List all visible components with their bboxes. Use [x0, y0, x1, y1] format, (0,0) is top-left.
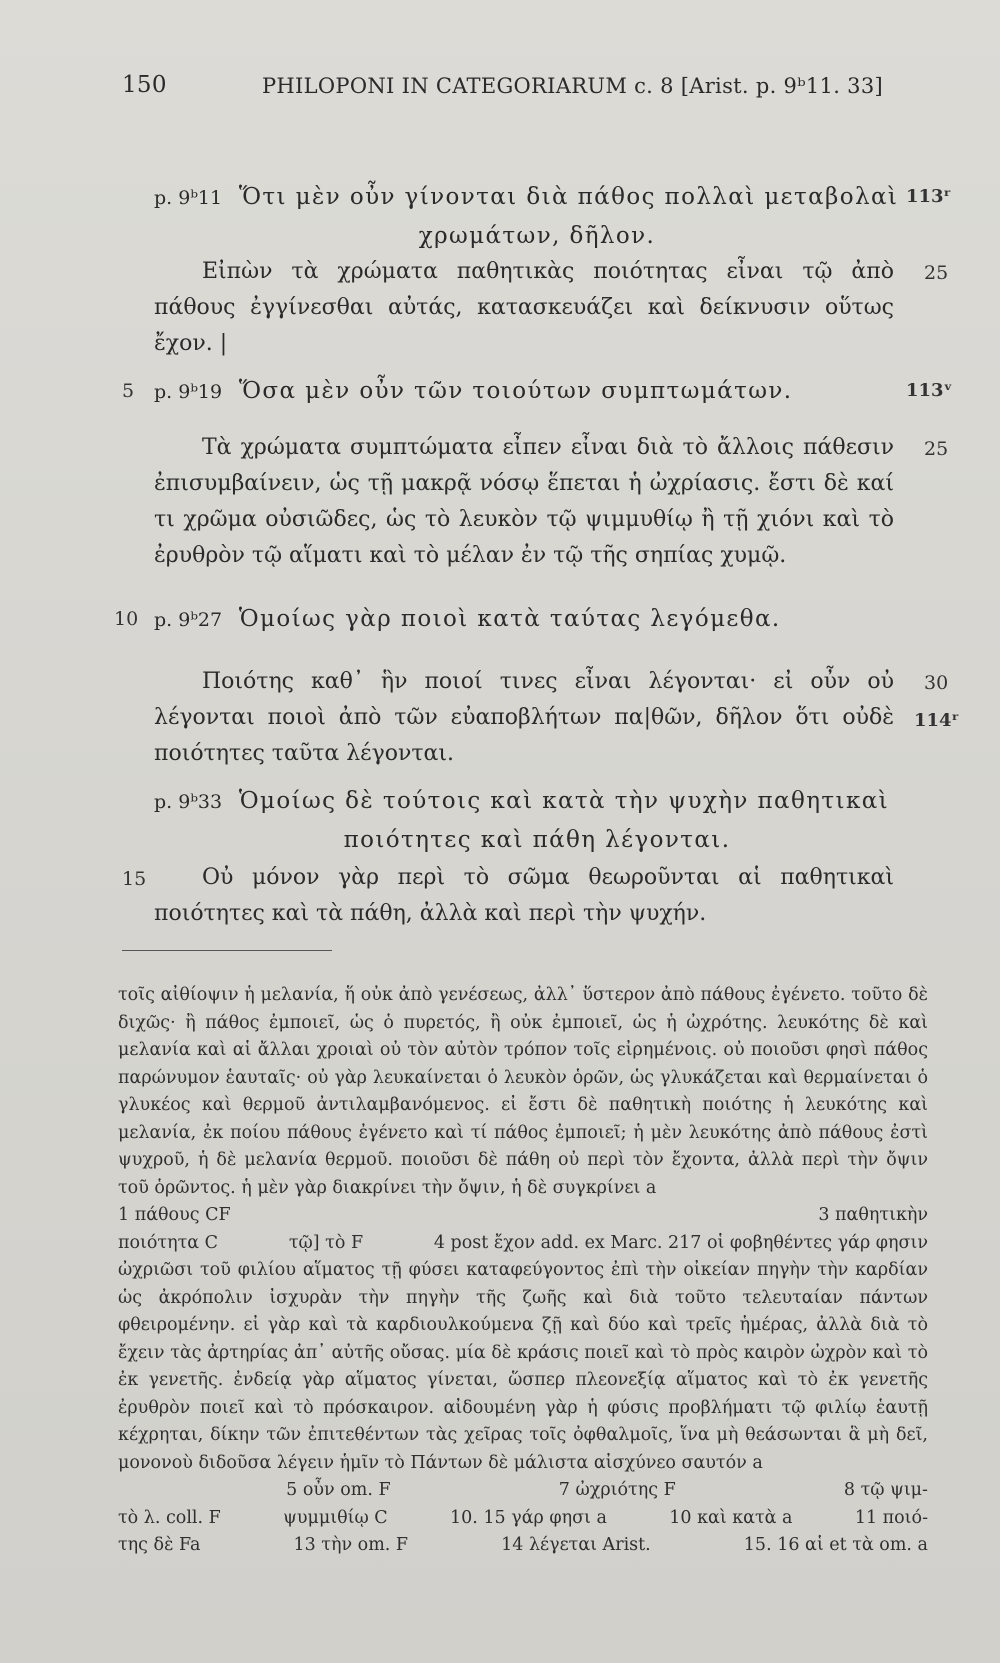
paragraph-3 — [154, 664, 894, 772]
lemma-3 — [154, 600, 920, 639]
margin-line-number: 30 — [924, 672, 949, 694]
page-number: 150 — [122, 72, 167, 98]
lemma-text-cont: χρωμάτων, δῆλον. — [418, 223, 656, 249]
lemma-ref: p. 9ᵇ27 — [154, 609, 223, 631]
critical-note-line — [118, 1477, 928, 1505]
running-title: PHILOPONI IN CATEGORIARUM c. 8 [Arist. p. 9ᵇ11. 33] — [262, 74, 883, 98]
critical-entry: ποιότητα C — [118, 1232, 219, 1253]
critical-entry: της δὲ Fa — [118, 1535, 201, 1555]
lemma-ref: p. 9ᵇ19 — [154, 381, 223, 403]
critical-entry: 1 πάθους CF — [118, 1205, 231, 1225]
critical-entry: 14 λέγεται Arist. — [501, 1535, 651, 1555]
paragraph-text: Οὐ μόνον γὰρ περὶ τὸ σῶμα θεωροῦνται αἱ παθητικαὶ ποιότητες καὶ τὰ πάθη, ἀλλὰ καὶ περὶ τὴν ψυχήν. — [154, 865, 894, 926]
critical-entry: 4 post ἔχον add. ex Marc. 217 οἱ φοβηθέντες γάρ φησιν — [433, 1232, 928, 1253]
critical-entry: τῷ] τὸ F — [288, 1232, 364, 1253]
critical-note-line — [118, 1230, 928, 1258]
critical-entry: 11 ποιό- — [854, 1507, 928, 1528]
paragraph-text: Εἰπὼν τὰ χρώματα παθητικὰς ποιότητας εἶναι τῷ ἀπὸ πάθους ἐγγίνεσθαι αὐτάς, κατασκευάζει καὶ δείκνυσιν οὕτως ἔχον. | — [154, 259, 894, 356]
critical-entry: 10. 15 γάρ φησι a — [450, 1507, 607, 1528]
folio-marker: 113ʳ — [906, 186, 952, 207]
lemma-text: Ὅτι μὲν οὖν γίνονται διὰ πάθος πολλαὶ μεταβολαὶ — [238, 184, 899, 210]
critical-note-line — [118, 1532, 928, 1560]
lemma-ref: p. 9ᵇ33 — [154, 791, 223, 813]
lemma-4 — [154, 782, 920, 859]
paragraph-text: Ποιότης καθ᾽ ἣν ποιοί τινες εἶναι λέγονται· εἰ οὖν οὐ λέγονται ποιοὶ ἀπὸ τῶν εὐαποβλήτων πα|θῶν, δῆλον ὅτι οὐδὲ ποιότητες ταῦτα λέγονται. — [154, 669, 894, 766]
line-number: 15 — [122, 868, 147, 890]
lemma-1 — [154, 178, 920, 255]
margin-line-number: 25 — [924, 438, 949, 460]
folio-marker: 114ʳ — [914, 710, 960, 731]
lemma-text: Ὅσα μὲν οὖν τῶν τοιούτων συμπτωμάτων. — [238, 378, 793, 404]
critical-note-line — [118, 1505, 928, 1533]
line-number: 10 — [114, 608, 139, 630]
critical-note-line — [118, 1202, 928, 1230]
critical-entry: 10 καὶ κατὰ a — [669, 1507, 793, 1528]
critical-entry: 7 ὠχριότης F — [558, 1480, 676, 1500]
lemma-2 — [154, 372, 920, 411]
long-critical-note: ὠχριῶσι τοῦ φιλίου αἵματος τῇ φύσει καταφεύγοντος ἐπὶ τὴν οἰκείαν πηγὴν τὴν καρδίαν ὡς ἀκρόπολιν ἰσχυρὰν τὴν πηγὴν τῆς ζωῆς καὶ διὰ τοῦτο τελευταίαν πάντων φθειρομένην. εἰ γὰρ καὶ τὰ καρδιουλκούμενα ζῇ καὶ δύο καὶ τρεῖς ἡμέρας, ἀλλὰ διὰ τὸ ἔχειν τὰς ἀρτηρίας ἀπ᾽ αὐτῆς οὔσας. μία δὲ κράσις ποιεῖ καὶ τὸ πρὸς καιρὸν ὠχρὸν καὶ τὸ ἐκ γενετῆς. ἐνδείᾳ γὰρ αἵματος γίνεται, ὥσπερ πλεονεξίᾳ αἵματος καὶ τὸ ἐκ γενετῆς ἐρυθρὸν ποιεῖ καὶ τὸ πρόσκαιρον. αἰδουμένη γὰρ ἡ φύσις προβλήματι τῷ φιλίῳ ἑαυτῇ κέχρηται, δίκην τῶν ἐπιτεθέντων τὰς χεῖρας τοῖς ὀφθαλμοῖς, ἵνα μὴ θεάσωνται ἃ μὴ δεῖ, μονονοὺ διδοῦσα λέγειν ἡμῖν τὸ Πάντων δὲ μάλιστα αἰσχύνεο σαυτόν a — [118, 1260, 928, 1473]
critical-entry: 13 τὴν om. F — [293, 1535, 409, 1555]
paragraph-2 — [154, 430, 894, 574]
lemma-text-cont: ποιότητες καὶ πάθη λέγονται. — [343, 827, 731, 853]
critical-entry: 3 παθητικὴν — [818, 1205, 928, 1225]
critical-entry: 8 τῷ ψιμ- — [843, 1480, 928, 1500]
apparatus — [118, 982, 928, 1560]
footnote-rule — [122, 950, 332, 951]
paragraph-1 — [154, 254, 894, 362]
critical-entry: ψυμμιθίῳ C — [283, 1507, 388, 1528]
scholia-note: τοῖς αἰθίοψιν ἡ μελανία, ἥ οὐκ ἀπὸ γενέσεως, ἀλλ᾽ ὕστερον ἀπὸ πάθους ἐγένετο. τοῦτο δὲ διχῶς· ἢ πάθος ἐμποιεῖ, ὡς ὁ πυρετός, ἢ οὐκ ἐμποιεῖ, ὡς ἡ ὠχρότης. λευκότης δὲ καὶ μελανία καὶ αἱ ἄλλαι χροιαὶ οὐ τὸν αὐτὸν τρόπον τοῖς εἰρημένοις. οὐ ποιοῦσι φησὶ πάθος παρώνυμον ἑαυταῖς· οὐ γὰρ λευκαίνεται ὁ λευκὸν ὁρῶν, ὡς γλυκάζεται καὶ θερμαίνεται ὁ γλυκέος καὶ θερμοῦ ἀντιλαμβανόμενος. εἰ ἔστι δὲ παθητικὴ ποιότης ἡ λευκότης καὶ μελανία, ἐκ ποίου πάθους ἐγένετο καὶ τί πάθος ἐμποιεῖ; ἡ μὲν λευκότης ἀπὸ πάθους ἐστὶ ψυχροῦ, ἡ δὲ μελανία θερμοῦ. ποιοῦσι δὲ πάθη οὐ περὶ τὸν ἔχοντα, ἀλλὰ περὶ τὴν ὄψιν τοῦ ὁρῶντος. ἡ μὲν γὰρ διακρίνει τὴν ὄψιν, ἡ δὲ συγκρίνει a — [118, 985, 928, 1198]
folio-marker: 113ᵛ — [906, 380, 953, 401]
critical-entry: 5 οὖν om. F — [286, 1480, 391, 1500]
lemma-text: Ὁμοίως γὰρ ποιοὶ κατὰ ταύτας λεγόμεθα. — [238, 606, 781, 632]
lemma-ref: p. 9ᵇ11 — [154, 187, 223, 209]
margin-line-number: 25 — [924, 262, 949, 284]
lemma-text: Ὁμοίως δὲ τούτοις καὶ κατὰ τὴν ψυχὴν παθητικαὶ — [238, 788, 890, 814]
paragraph-4 — [154, 860, 894, 932]
critical-entry: τὸ λ. coll. F — [118, 1507, 221, 1528]
paragraph-text: Τὰ χρώματα συμπτώματα εἶπεν εἶναι διὰ τὸ ἄλλοις πάθεσιν ἐπισυμβαίνειν, ὡς τῇ μακρᾷ νόσῳ ἕπεται ἡ ὠχρίασις. ἔστι δὲ καί τι χρῶμα οὐσιῶδες, ὡς τὸ λευκὸν τῷ ψιμμυθίῳ ἢ τῇ χιόνι καὶ τὸ ἐρυθρὸν τῷ αἵματι καὶ τὸ μέλαν ἐν τῷ τῆς σηπίας χυμῷ. — [154, 435, 894, 568]
critical-entry: 15. 16 αἱ et τὰ om. a — [743, 1535, 928, 1555]
line-number: 5 — [122, 380, 135, 402]
